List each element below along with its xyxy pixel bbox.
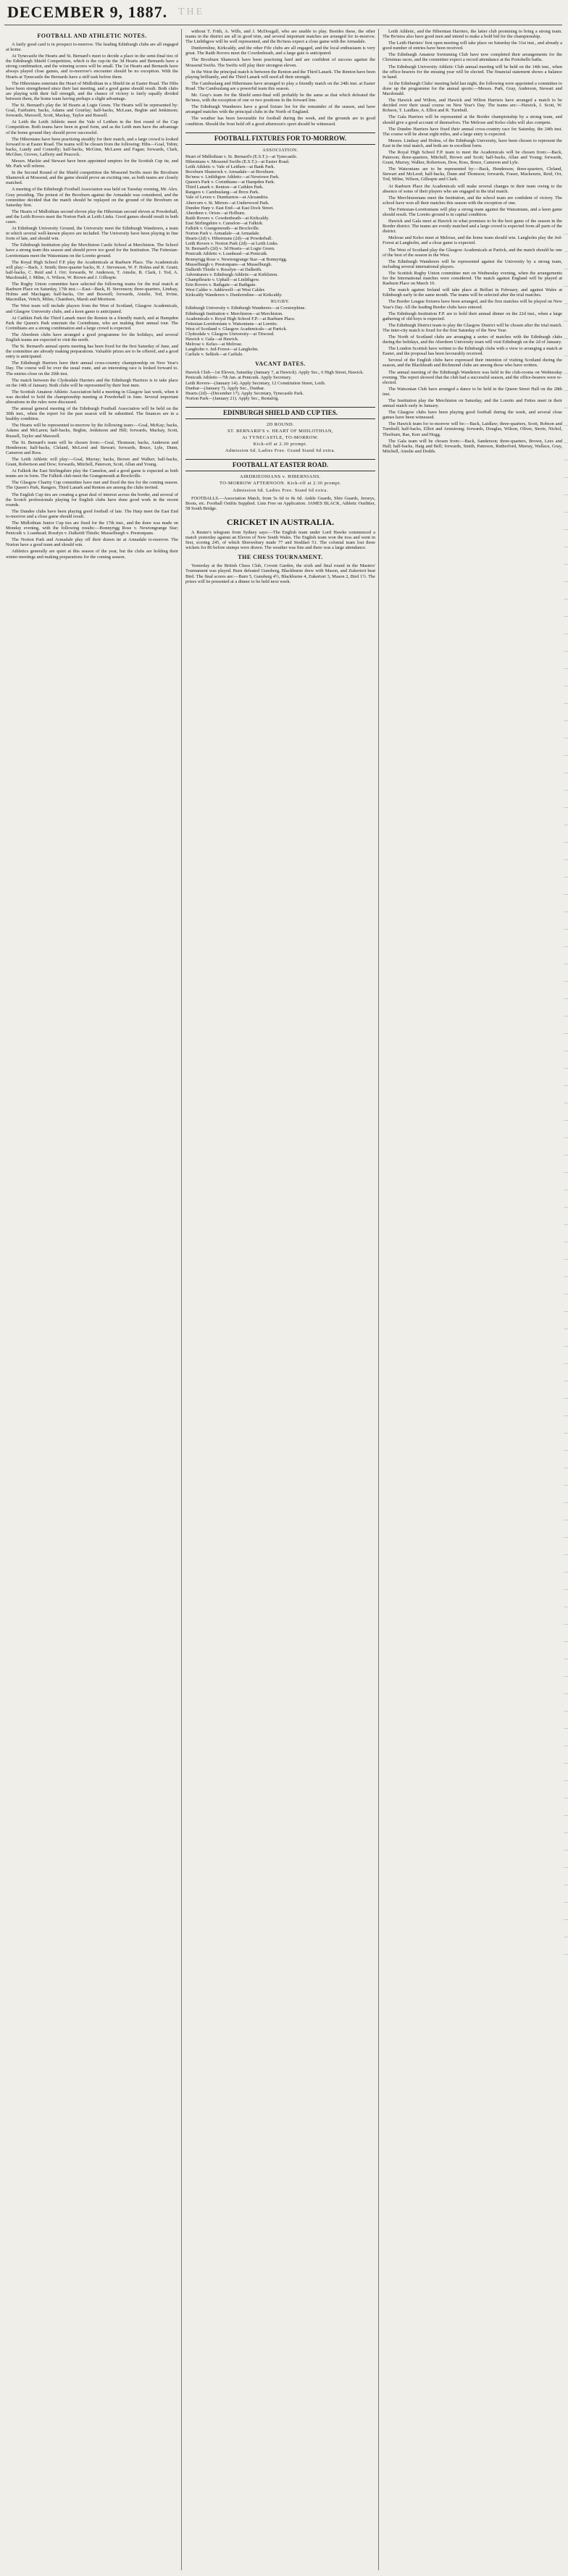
article-paragraph: The Hibernians have been practising steadily for their match, and a large crowd is looked forward to at Easter Road. The teams will be chosen from the following: Hibs—Goal, Tobin; backs, Lundy and Connolly; half-backs, McGinn, McLaren and Fagan; forwards, Clark, McGhee, Groves, Lafferty and Peacock. (6, 136, 178, 157)
vacant-dates-headline: VACANT DATES. (255, 361, 306, 368)
fixture-line: Hawick v. Gala—at Hawick. (185, 336, 239, 342)
column-1-body (6, 42, 178, 560)
article-paragraph: The Hawick and Wilton, and Hawick and Wilton Harriers have arranged a match to be decided over their usual course on New Year's Day. The teams are:—Hawick, J. Scott, W. Robson, T. Laidlaw, A. Elliot and R. Turnbull. (383, 98, 562, 114)
article-paragraph: At Tynecastle the Hearts and St. Bernard's meet to decide a place in the semi-final ties of the Edinburgh Shield Competition, which is the cup-tie the 3d Hearts and Bernards have a strong combination, and the winning scores will be small. The 1st Hearts and Bernards have always played close games, and to-morrow's encounter should be no exception. With the Hearts at Tynecastle the Bernards have a stiff task before them. (6, 54, 178, 80)
article-paragraph: Melrose and Kelso meet at Melrose, and the home team should win. Langholm play the Jed-Forest at Langholm, and a close game is expected. (383, 235, 562, 246)
cricket-headline: CRICKET IN AUSTRALIA. (226, 516, 335, 527)
vacant-date-line: Leith Rovers—(January 14). Apply Secretary, 12 Constitution Street, Leith. (185, 380, 326, 386)
article-paragraph: The English Cup ties are creating a great deal of interest across the border, and several of the Scotch professionals playing for English clubs have done good work in the recent rounds. (6, 492, 178, 508)
fixture-line: Carlisle v. Selkirk—at Carlisle. (185, 352, 243, 358)
fixture-line: Vale of Leven v. Dumbarton—at Alexandria. (185, 195, 269, 201)
chess-report: Yesterday at the British Chess Club, Covent Garden, the sixth and final round in the Masters' Tournament was played. Burn defeated Gunsberg, Blackburne drew with Mason, and Zukertort beat Bird. The final scores are:—Burn 5, Gunsberg 4½, Blackburne 4, Zukertort 3, Mason 2, Bird 1½. The prizes will be presented at a dinner to be held next week. (185, 563, 375, 584)
fixture-line: Edinburgh University v. Edinburgh Wanderers—at Corstorphine. (185, 306, 306, 311)
article-paragraph: The Edinburgh Amateur Swimming Club have now completed their arrangements for the Christmas races, and the committee expect a record attendance at the Portobello baths. (383, 52, 562, 63)
article-paragraph: The Edinburgh Harriers have their annual cross-country championship on New Year's Day. The course will be over the usual route, and an interesting race is looked forward to. The entries close on the 20th inst. (6, 361, 178, 376)
advert-line: Kick-off at 2.30 prompt. (253, 442, 308, 447)
article-paragraph: The Watsonian Club have arranged a dance to be held in the Queen Street Hall on the 28th inst. (383, 386, 562, 397)
fixture-line: Leith Rovers v. Norton Park (2d)—at Leith Links. (185, 241, 279, 247)
fixture-line: Dalkeith Thistle v. Rosslyn—at Dalkeith. (185, 266, 262, 272)
article-paragraph: The Dundee Harriers have fixed their annual cross-country race for Saturday, the 24th inst. The course will be about eight miles, and a large entry is expected. (383, 126, 562, 137)
article-paragraph: The Border League fixtures have been arranged, and the first matches will be played on New Year's Day. All the leading Border clubs have entered. (383, 299, 562, 310)
shield-advert (185, 429, 375, 453)
column-3 (383, 29, 562, 2570)
article-paragraph: The St. Bernard's team will be chosen from:—Goal, Thomson; backs, Anderson and Henderson; half-backs, Cleland, McLeod and Stewart; forwards, Bruce, Lyle, Dunn, Cameron and Ross. (6, 439, 178, 455)
fixture-line: Hibernians v. Mossend Swifts (E.S.T.)—at Easter Road. (185, 159, 290, 164)
article-paragraph: At Falkirk the East Stirlingshire play the Camelon, and a good game is expected as both teams are in form. The Falkirk club meet the Grangemouth at Brockville. (6, 468, 178, 479)
fixture-line: Adventurers v. Edinburgh Athletic—at Kirkliston. (185, 272, 278, 277)
article-paragraph: At Raeburn Place the Academicals will make several changes in their team owing to the absence of some of their players who are engaged in the trial match. (383, 183, 562, 194)
fixture-line: St. Bernard's (2d) v. 3d Hearts—at Logie Green. (185, 246, 275, 252)
easter-road-headline: FOOTBALL AT EASTER ROAD. (185, 459, 375, 471)
article-paragraph: The Hearts will be represented to-morrow by the following team:—Goal, McKay; backs, Adams and McLaren; half-backs, Begbie, Jenkinson and Hill; forwards, Mackay, Scott, Russell, Taylor and Maxwell. (6, 423, 178, 439)
article-paragraph: The Edinburgh Institution play the Merchiston Castle School at Merchiston. The School have a strong team this season and should prove too good for the Institution. The Fettesian-Lorettonians meet the Watsonians on the Loretto ground. (6, 243, 178, 258)
article-paragraph: The Watsonians are to be represented by:—Back, Henderson; three-quarters, Cleland, Stewart and McLeod; half-backs, Dunn and Thomson; forwards, Fraser, Mackenzie, Reid, Orr, Tod, Milne, Wilson, Gillespie and Clark. (383, 167, 562, 182)
article-paragraph: The Edinburgh District team to play the Glasgow District will be chosen after the trial match. The inter-city match is fixed for the first Saturday of the New Year. (383, 322, 562, 333)
bleed-through-title: THE (178, 7, 205, 17)
article-paragraph: The Broxburn Shamrock have been practising hard and are confident of success against the Mossend Swifts. The Swifts will play their strongest eleven. (185, 57, 375, 68)
article-paragraph: The Hawick team for to-morrow will be:—Back, Laidlaw; three-quarters, Scott, Robson and Turnbull; half-backs, Elliot and Armstrong; forwards, Douglas, Wilson, Oliver, Storie, Nichol, Thorburn, Rae, Kerr and Hogg. (383, 421, 562, 437)
article-paragraph: The match between the Clydesdale Harriers and the Edinburgh Harriers is to take place on the 14th of January. Both clubs will be represented by their best men. (6, 377, 178, 388)
fixture-line: Falkirk v. Grangemouth—at Brockville. (185, 226, 260, 231)
rugby-fixtures-list (185, 306, 375, 357)
fixture-line: Bonnyrigg Rose v. Newtongrange Star—at Bonnyrigg. (185, 256, 288, 262)
fixture-line: Raith Rovers v. Cowdenbeath—at Kirkcaldy. (185, 215, 270, 221)
fixture-line: Norton Park v. Armadale—at Armadale. (185, 231, 260, 237)
article-paragraph: The Edinburgh Wanderers have a good fixture list for the remainder of the season, and have arranged matches with the principal clubs in the North of England. (185, 104, 375, 115)
article-paragraph: The Leith Athletic will play:—Goal, Murray; backs, Brown and Walker; half-backs, Grant, Robertson and Dow; forwards, Mitchell, Paterson, Scott, Allan and Young. (6, 456, 178, 468)
fixture-line: Heart of Midlothian v. St. Bernard's (E.S.T.)—at Tynecastle. (185, 153, 298, 159)
vacant-date-line: Hearts (2d)—(December 17). Apply Secretary, Tynecastle Park. (185, 390, 304, 396)
fixture-line: Queen's Park v. Corinthians—at Hampden Park. (185, 180, 275, 185)
fixture-line: Fettesian-Lorettonians v. Watsonians—at Loretto. (185, 321, 278, 327)
vacant-date-line: Dunbar—(January 7). Apply Sec., Dunbar. (185, 385, 265, 391)
article-paragraph: At Cathkin Park the Third Lanark meet the Renton in a friendly match, and at Hampden Park the Queen's Park entertain the Corinthians, who are making their annual tour. The Corinthians are a strong combination and a large crowd is expected. (6, 315, 178, 331)
article-paragraph: The Edinburgh University Athletic Club annual meeting will be held on the 14th inst., when the office-bearers for the ensuing year will be elected. The financial statement shows a balance in hand. (383, 64, 562, 80)
column-rule-2 (378, 29, 379, 2570)
fixtures-list (185, 154, 375, 298)
fixture-line: Broxburn Shamrock v. Armadale—at Broxburn. (185, 169, 275, 174)
fixture-line: Bo'ness v. Linlithgow Athletic—at Newtown Park. (185, 174, 280, 180)
fixtures-rugby-subhead: RUGBY. (270, 299, 291, 305)
column-3-body (383, 29, 562, 454)
advert-line: TO-MORROW AFTERNOON. Kick-off at 2.30 prompt. (219, 481, 342, 487)
column-rule-1 (181, 29, 182, 2570)
article-paragraph: The St. Bernard's play the 3d Hearts at Logie Green. The Hearts will be represented by: Goal, Fairbairn; backs, Adams and Gourlay; half-backs, McLean, Begbie and Jenkinson; forwards, Maxwell, Scott, Mackay, Taylor and Russell. (6, 103, 178, 119)
article-paragraph: In the West the principal match is between the Renton and the Third Lanark. The Renton have been playing brilliantly, and the Third Lanark will need all their strength. (185, 69, 375, 80)
advert-line: Admission 6d. Ladies Free. Stand 6d extra. (233, 487, 328, 493)
fixture-line: Academicals v. Royal High School F.P.—at Raeburn Place. (185, 316, 296, 321)
advert-line: Admission 6d. Ladies Free. Grand Stand 6d extra. (225, 448, 336, 454)
fixture-line: Kirkcaldy Wanderers v. Dunfermline—at Kirkcaldy. (185, 292, 283, 298)
fixture-line: Erin Rovers v. Bathgate—at Bathgate. (185, 282, 256, 288)
article-paragraph: At Leith the Leith Athletic meet the Vale of Leithen in the first round of the Cup Competition. Both teams have been in good form, and as the Leith men have the advantage of the home ground they should prove successful. (6, 119, 178, 135)
article-paragraph: The Hibernians entertain the Heart of Midlothian in a Shield tie at Easter Road. The Hibs have been strengthened since their last meeting, and a good game should result. Both clubs are playing with their full strength, and the chance of victory is fairly equally divided between them, the home team having perhaps a slight advantage. (6, 80, 178, 101)
fixture-line: Melrose v. Kelso—at Melrose. (185, 342, 243, 348)
fixture-line: Clydesdale v. Glasgow University—at Titwood. (185, 331, 275, 337)
article-paragraph: In the Second Round of the Shield competition the Mossend Swifts meet the Broxburn Shamrock at Mossend, and the game should prove an exciting one, as both teams are closely matched. (6, 170, 178, 186)
fixtures-headline: FOOTBALL FIXTURES FOR TO-MORROW. (185, 132, 375, 145)
fixture-line: Third Lanark v. Renton—at Cathkin Park. (185, 185, 264, 190)
article-paragraph: The Cambuslang and Hibernians have arranged to play a friendly match on the 24th inst. at Easter Road. The Cambuslang are a powerful team this season. (185, 80, 375, 91)
fixture-line: Dundee Harp v. East End—at East Dock Street. (185, 205, 274, 211)
article-paragraph: The Merchistonians meet the Institution, and the school team are confident of victory. The school have won all their matches this season with the exception of one. (383, 195, 562, 206)
article-paragraph: The St. Bernard's annual sports meeting has been fixed for the first Saturday of June, and the committee are already making preparations. Valuable prizes are to be offered, and a good entry is anticipated. (6, 344, 178, 360)
article-paragraph: The West of Scotland play the Glasgow Academicals at Partick, and the match should be one of the best of the season in the West. (383, 247, 562, 258)
article-paragraph: The Midlothian Junior Cup ties are fixed for the 17th inst., and the draw was made on Monday evening, with the following results:—Bonnyrigg Rose v. Newtongrange Star; Penicuik v. Loanhead; Rosslyn v. Dalkeith Thistle; Musselburgh v. Prestonpans. (6, 520, 178, 536)
article-paragraph: The Scottish Rugby Union committee met on Wednesday evening, when the arrangements for the International matches were considered. The match against England will be played at Raeburn Place on March 10. (383, 270, 562, 287)
article-paragraph: The Leith Harriers' first open meeting will take place on Saturday the 31st inst., and already a good number of entries have been received. (383, 41, 562, 51)
fixture-line: Langholm v. Jed-Forest—at Langholm. (185, 347, 259, 353)
shield-ties-headline: EDINBURGH SHIELD AND CUP TIES. (185, 407, 375, 419)
article-paragraph: At Edinburgh University Ground, the University meet the Edinburgh Wanderers, a team in which several well-known players are included. The University have been playing in fine form of late, and should win. (6, 226, 178, 242)
fixture-line: Musselburgh v. Prestonpans—at Musselburgh. (185, 261, 272, 267)
fixture-line: West Calder v. Addiewell—at West Calder. (185, 287, 266, 293)
article-paragraph: The Norton Park and Armadale play off their drawn tie at Armadale to-morrow. The Norton have a good team and should win. (6, 537, 178, 548)
fixture-line: Aberdeen v. Orion—at Holburn. (185, 210, 246, 216)
chess-headline: THE CHESS TOURNAMENT. (238, 554, 323, 561)
article-paragraph: The weather has been favourable for football during the week, and the grounds are in good condition. Should the frost hold off a good afternoon's sport should be witnessed. (185, 116, 375, 127)
football-athletic-headline: FOOTBALL AND ATHLETIC NOTES. (37, 33, 147, 39)
page-edge (564, 217, 568, 1955)
column-2 (185, 29, 375, 2570)
article-paragraph: The Royal High School F.P. team to meet the Academicals will be chosen from:—Back, Paterson; three-quarters, Mitchell, Brown and Scott; half-backs, Allan and Young; forwards, Grant, Murray, Walker, Robertson, Dow, Ross, Bruce, Cameron and Lyle. (383, 149, 562, 166)
article-paragraph: Hawick and Gala meet at Hawick in what promises to be the best game of the season in the Border district. The teams are evenly matched and a large crowd is expected from all parts of the district. (383, 219, 562, 235)
article-paragraph: The Edinburgh Wanderers will be represented against the University by a strong team, including several international players. (383, 258, 562, 269)
article-paragraph: The Rugby Union committee have selected the following teams for the trial match at Raeburn Place on Saturday, 17th inst.:—East—Back, H. Stevenson; three-quarters, Lindsay, Holms and Maclagan; half-backs, Orr and Boswell; forwards, Ainslie, Tod, Irvine, Macmillan, Veitch, Milne, Chambers, Marsh and Morrison. (6, 282, 178, 303)
fixture-line: Edinburgh Institution v. Merchiston—at Merchiston. (185, 311, 283, 316)
article-paragraph: The Glasgow Charity Cup committee have met and fixed the ties for the coming season. The Queen's Park, Rangers, Third Lanark and Renton are among the clubs invited. (6, 480, 178, 491)
article-paragraph: The Hearts of Midlothian second eleven play the Hibernian second eleven at Powderhall, and the Leith Rovers meet the Norton Park at Leith Links. Good games should result in both cases. (6, 209, 178, 224)
article-paragraph: The Gala team will be chosen from:—Back, Sanderson; three-quarters, Brown, Lees and Hall; half-backs, Haig and Bell; forwards, Smith, Paterson, Rutherford, Murray, Wallace, Gray, Mitchell, Ainslie and Dodds. (383, 438, 562, 454)
shield-round-subhead: 2D ROUND. (266, 421, 295, 427)
fixture-line: Abercorn v. St. Mirren—at Underwood Park. (185, 200, 270, 206)
fixture-line: Leith Athletic v. Vale of Leithen—at Bank Park. (185, 164, 275, 169)
fixture-line: Rangers v. Cambuslang—at Ibrox Park. (185, 190, 259, 195)
article-paragraph: The Dundee clubs have been playing good football of late. The Harp meet the East End to-morrow and a close game should result. (6, 508, 178, 519)
article-paragraph: The Scottish Amateur Athletic Association held a meeting in Glasgow last week, when it was decided to hold the championship meeting at Powderhall in June. Several important alterations in the rules were discussed. (6, 389, 178, 405)
article-paragraph: At the Edinburgh Clubs' meeting held last night, the following were appointed a committee to draw up the programme for the annual sports:—Messrs. Park, Gray, Anderson, Stewart and Macdonald. (383, 80, 562, 97)
article-paragraph: The match against Ireland will take place at Belfast in February, and against Wales at Edinburgh early in the same month. The teams will be selected after the trial matches. (383, 287, 562, 298)
fixture-line: Champfleurie v. Uphall—at Linlithgow. (185, 277, 260, 282)
article-paragraph: The West team will include players from the West of Scotland, Glasgow Academicals, and Glasgow University clubs, and a keen game is anticipated. (6, 303, 178, 314)
masthead (4, 3, 562, 25)
footballs-advert: FOOTBALLS.—Association Match, from 5s 6d to 8s 6d. Ankle Guards, Shin Guards, Jerseys, Boots, etc. Football Outfits Supplied. Lists Free on Application. JAMES BLACK, Athletic Outfitter, 58 South Bridge. (185, 495, 375, 511)
article-paragraph: Messrs. Lindsay and Holms, of the Edinburgh University, have been chosen to represent the East in the trial match, and both are in excellent form. (383, 138, 562, 148)
article-paragraph: Several of the English clubs have expressed their intention of visiting Scotland during the season, and the Blackheath and Richmond clubs are among those who have written. (383, 358, 562, 369)
fixture-line: Penicuik Athletic v. Loanhead—at Penicuik. (185, 251, 268, 257)
column-1 (6, 29, 178, 2570)
article-paragraph: Messrs. Mackie and Stewart have been appointed umpires for the Scottish Cup tie, and Mr. Park will referee. (6, 158, 178, 169)
article-paragraph: A fairly good card is in prospect to-morrow. The leading Edinburgh clubs are all engaged at home. (6, 42, 178, 53)
article-paragraph: Athletics generally are quiet at this season of the year, but the clubs are holding their winter meetings and making preparations for the coming season. (6, 549, 178, 560)
article-paragraph: The Edinburgh Institution F.P. are to hold their annual dinner on the 22d inst., when a large gathering of old boys is expected. (383, 311, 562, 321)
column-2-body (185, 29, 375, 127)
article-paragraph: The Royal High School F.P. play the Academicals at Raeburn Place. The Academicals will play:—Back, J. Smith; three-quarter backs, H. J. Stevenson, W. F. Holms and R. Grant; half-backs, C. Reid and J. Orr; forwards, W. Anderson, T. Ainslie, R. Clark, J. Tod, A. Macdonald, J. Milne, A. Wilson, W. Brown and J. Gillespie. (6, 259, 178, 280)
article-paragraph: The North of Scotland clubs are arranging a series of matches with the Edinburgh clubs during the holidays, and the Aberdeen University team will visit Edinburgh on the 2d of January. (383, 334, 562, 345)
article-paragraph: The annual meeting of the Edinburgh Wanderers was held in the club-rooms on Wednesday evening. The report showed that the club had a successful season, and the office-bearers were re-elected. (383, 369, 562, 385)
vacant-date-line: Hawick Club—1st Eleven, Saturday (January 7, at Hawick). Apply Sec., 6 High Street, Hawick. (185, 370, 364, 376)
fixture-line: West of Scotland v. Glasgow Academicals—at Partick. (185, 326, 288, 332)
article-paragraph: The London Scottish have written to the Edinburgh clubs with a view to arranging a match at Easter, and the proposal has been favourably received. (383, 346, 562, 357)
cricket-report: A Reuter's telegram from Sydney says:—The English team under Lord Hawke commenced a match yesterday against an Eleven of New South Wales. The English team won the toss and went in first, scoring 245, of which Shrewsbury made 77 and Stoddart 51. The colonial team lost three wickets for 86 before stumps were drawn. The weather was fine and there was a large attendance. (185, 529, 375, 551)
vacant-dates-list (185, 370, 375, 401)
advert-line: At TYNECASTLE, TO-MORROW. (242, 435, 319, 441)
advert-line: ST. BERNARD'S v. HEART OF MIDLOTHIAN, (227, 429, 334, 434)
article-paragraph: The Glasgow clubs have been playing good football during the week, and several close games have been witnessed. (383, 410, 562, 421)
article-paragraph: Mr. Gray's team for the Shield semi-final will probably be the same as that which defeated the Bo'ness, with the exception of one or two positions in the forward line. (185, 93, 375, 104)
advert-line: AIRDRIEONIANS v. HIBERNIANS. (240, 474, 321, 480)
easter-road-advert (185, 474, 375, 492)
article-paragraph: The Gala Harriers will be represented at the Border championship by a strong team, and should give a good account of themselves. The Melrose and Kelso clubs will also compete. (383, 114, 562, 125)
article-paragraph: The Fettesian-Lorettonians will play a strong team against the Watsonians, and a keen game should result. The Loretto ground is in capital condition. (383, 206, 562, 217)
article-paragraph: A meeting of the Edinburgh Football Association was held on Tuesday evening, Mr. Alex. Gray presiding. The protest of the Broxburn against the Armadale was considered, and the committee decided that the match should be replayed on the ground of the Broxburn on Saturday first. (6, 187, 178, 208)
article-paragraph: The annual general meeting of the Edinburgh Football Association will be held on the 30th inst., when the report for the past season will be submitted. The finances are in a healthy condition. (6, 406, 178, 422)
fixture-line: Hearts (2d) v. Hibernians (2d)—at Powderhall. (185, 236, 273, 242)
article-paragraph: Dunfermline, Kirkcaldy, and the other Fife clubs are all engaged, and the local enthusiasm is very great. The Raith Rovers meet the Cowdenbeath, and a large gate is anticipated. (185, 46, 375, 56)
article-paragraph: Leith Athletic, and the Hibernian Harriers, the latter club promising to bring a strong team. The Bo'ness also have good men and intend to make a bold bid for the championship. (383, 29, 562, 40)
issue-date: DECEMBER 9, 1887. (7, 3, 168, 21)
fixture-line: East Stirlingshire v. Camelon—at Falkirk. (185, 220, 264, 226)
vacant-date-line: Penicuik Athletic—7th Jan. at Penicuik. Apply Secretary. (185, 375, 292, 381)
article-paragraph: The Aberdeen clubs have arranged a good programme for the holidays, and several English teams are expected to visit the north. (6, 332, 178, 342)
fixtures-association-subhead: ASSOCIATION. (262, 147, 298, 153)
article-paragraph: without T. Frith, A. Wills, and J. McDougall, who are unable to play. Besides these, the other teams in the district are all in good trim, and several important matches are arranged for to-morrow. The Linlithgow will be well represented, and the Bo'ness expect a close game with the Armadale. (185, 29, 375, 45)
article-paragraph: The Institution play the Merchiston on Saturday, and the Loretto and Fettes meet in their annual match early in January. (383, 398, 562, 409)
vacant-date-line: Norton Park—(January 21). Apply Sec., Restalrig. (185, 395, 280, 401)
